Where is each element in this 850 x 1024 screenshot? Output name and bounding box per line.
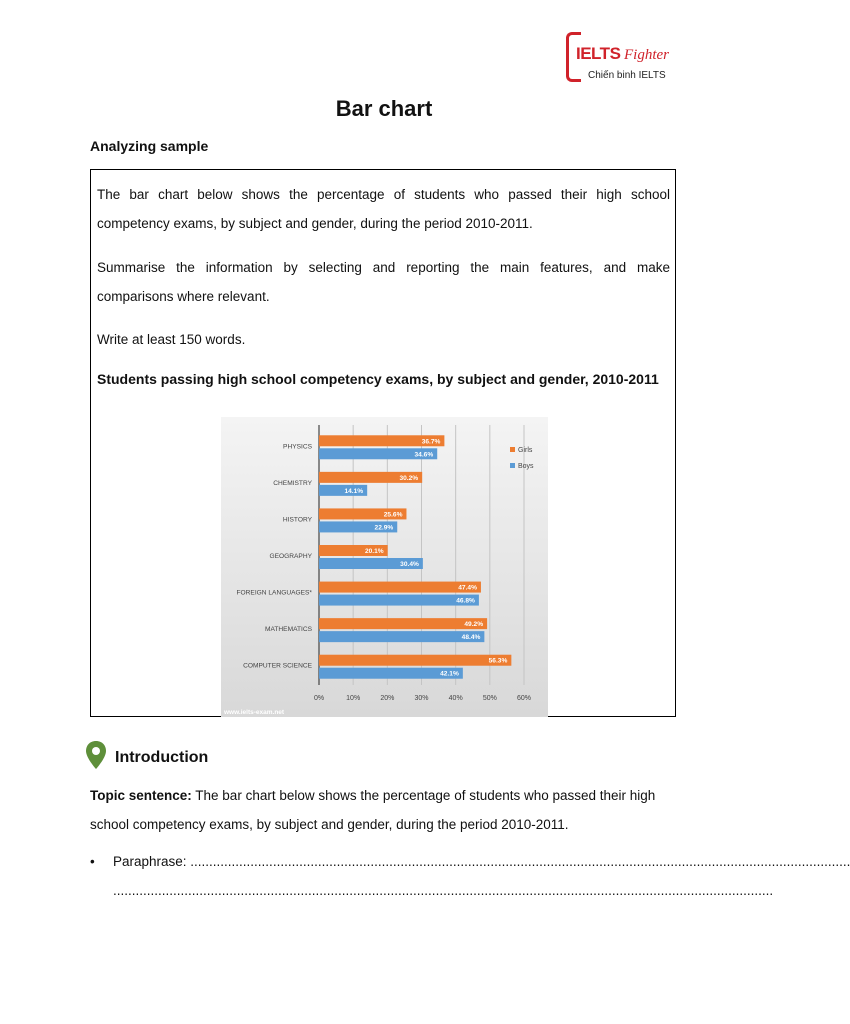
data-label: 22.9% (374, 524, 394, 532)
logo-brand-ielts: IELTS (576, 44, 621, 63)
task-box (90, 169, 676, 717)
paraphrase-line (113, 847, 850, 876)
topic-sentence-text: The bar chart below shows the percentage of students who passed their high school competency exams, by subject and gender, during the period 2010-2011. (90, 788, 656, 832)
task-word-count: Write at least 150 words. (97, 332, 246, 347)
data-label: 47.4% (458, 584, 477, 592)
x-tick-label: 0% (313, 695, 325, 702)
data-label: 34.6% (414, 451, 434, 459)
data-label: 30.4% (400, 561, 419, 568)
legend-swatch (510, 447, 515, 452)
topic-sentence-label: Topic sentence: (90, 788, 192, 803)
x-tick-label: 10% (346, 695, 361, 702)
chart-caption: Students passing high school competency exams, by subject and gender, 2010-2011 (97, 371, 659, 387)
category-label: HISTORY (282, 516, 312, 524)
data-label: 14.1% (344, 487, 364, 495)
category-label: COMPUTER SCIENCE (243, 662, 312, 670)
page-title: Bar chart (335, 96, 433, 121)
logo-tagline: Chiến binh IELTS (588, 70, 666, 81)
ielts-fighter-logo (562, 30, 682, 88)
watermark-text: www.ielts-exam.net (224, 709, 285, 716)
bar (319, 595, 479, 606)
bar-chart (221, 417, 548, 717)
category-label: GEOGRAPHY (269, 553, 312, 560)
legend-label: Girls (518, 447, 533, 454)
section-label: Analyzing sample (90, 138, 209, 154)
x-tick-label: 50% (482, 695, 497, 702)
data-label: 56.3% (488, 657, 508, 665)
paraphrase-blank: ................................................................................................................................................................................ (190, 854, 850, 869)
task-prompt: The bar chart below shows the percentage of students who passed their high school competency exams, by subject and gender, during the period 2010-2011. (97, 187, 670, 231)
data-label: 30.2% (399, 474, 419, 482)
introduction-heading: Introduction (115, 749, 209, 766)
legend-swatch (510, 463, 515, 468)
bullet-marker: • (90, 854, 95, 869)
paraphrase-blank-line-2: ................................................................................................................................................................................ (113, 883, 774, 898)
data-label: 20.1% (364, 548, 384, 555)
data-label: 36.7% (421, 438, 441, 446)
category-label: FOREIGN LANGUAGES* (236, 589, 312, 597)
category-label: CHEMISTRY (273, 479, 312, 487)
map-pin-icon (84, 740, 108, 770)
x-tick-label: 40% (448, 695, 463, 702)
x-tick-label: 60% (516, 695, 532, 702)
logo-brand-fighter: Fighter (624, 47, 669, 63)
data-label: 49.2% (464, 621, 484, 629)
category-label: MATHEMATICS (264, 626, 312, 634)
task-instruction: Summarise the information by selecting and reporting the main features, and make comparisons where relevant. (97, 260, 670, 304)
data-label: 25.6% (383, 511, 403, 519)
bar (319, 618, 487, 629)
data-label: 42.1% (440, 670, 459, 678)
data-label: 48.4% (461, 634, 481, 642)
x-tick-label: 20% (380, 695, 395, 702)
bar (319, 582, 481, 593)
category-label: PHYSICS (283, 443, 312, 451)
data-label: 46.8% (456, 597, 475, 605)
x-tick-label: 30% (414, 695, 429, 702)
bar (319, 631, 484, 642)
bar-chart-svg (221, 417, 548, 717)
bar (319, 655, 511, 666)
topic-sentence (90, 781, 680, 839)
legend-label: Boys (518, 463, 534, 470)
paraphrase-label: Paraphrase: (113, 854, 191, 869)
